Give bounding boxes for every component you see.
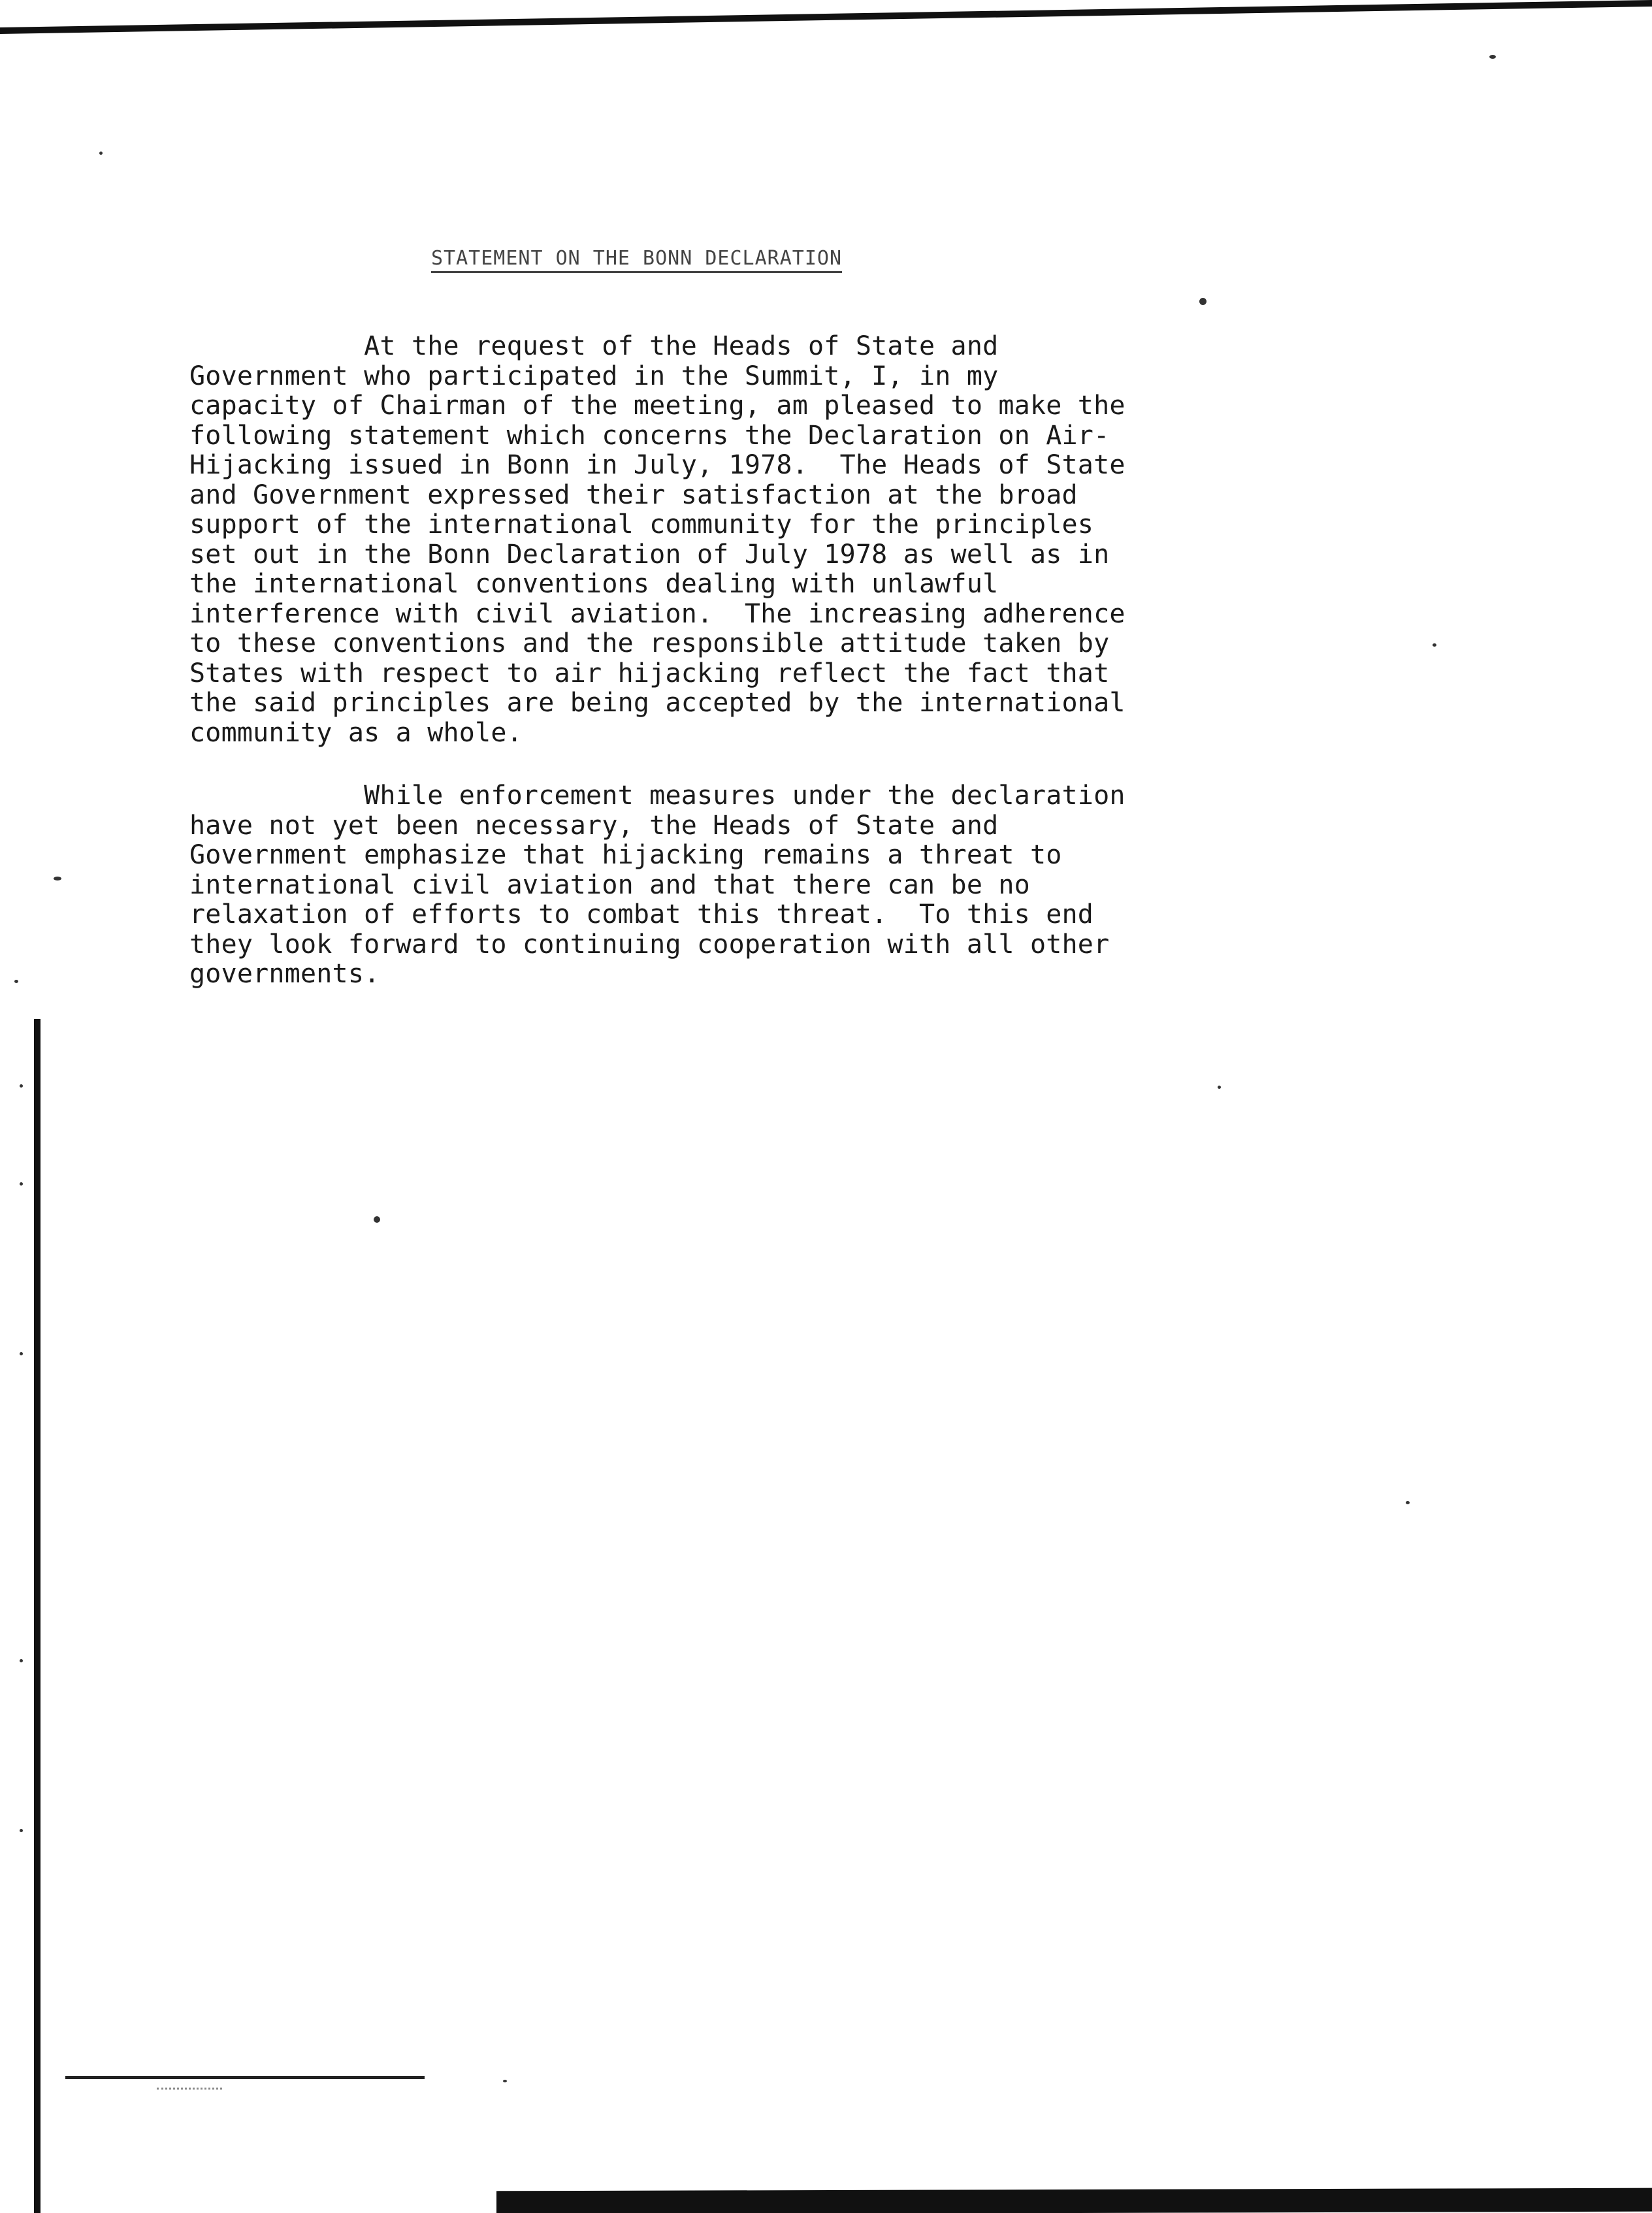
scan-edge-left [34, 1019, 40, 2213]
scan-speck [1199, 298, 1207, 305]
scan-speck [54, 877, 61, 880]
paragraph-2: While enforcement measures under the declaration have not yet been necessary, the Heads of State and Government emphasize that hijacking remains a threat to international civil aviation and that there can be no relaxation of efforts to combat this threat. To this end they look forward to continuing cooperation with all other governments. [189, 781, 1126, 989]
paragraph-1: At the request of the Heads of State and Government who participated in the Summit, I, in my capacity of Chairman of the meeting, am pleased to make the following statement which concerns the Declaration on Air- Hijacking issued in Bonn in July, 1978. The Heads of State and Government expressed their satisfaction at the broad support of the international community for the principles set out in the Bonn Declaration of July 1978 as well as in the international conventions dealing with unlawful interference with civil aviation. The increasing adherence to these conventions and the responsible attitude taken by States with respect to air hijacking reflect the fact that the said principles are being accepted by the international community as a whole. [189, 331, 1126, 748]
scan-speck [14, 980, 18, 983]
scan-speck [20, 1084, 23, 1088]
scan-speck [1433, 643, 1436, 647]
scan-speck [1406, 1501, 1410, 1504]
scan-edge-bottom [496, 2188, 1652, 2213]
scan-speck [1489, 55, 1496, 59]
scan-speck [20, 1182, 23, 1186]
scan-speck [374, 1216, 380, 1223]
footer-dots [157, 2088, 222, 2091]
scan-speck [20, 1352, 23, 1355]
scan-speck [503, 2080, 507, 2082]
scan-speck [1218, 1086, 1221, 1089]
scan-speck [20, 1829, 23, 1832]
scan-speck [20, 1659, 23, 1662]
footer-rule [65, 2076, 425, 2079]
scan-speck [99, 152, 103, 155]
document-title: STATEMENT ON THE BONN DECLARATION [431, 247, 843, 270]
scan-edge-top [0, 0, 1652, 34]
